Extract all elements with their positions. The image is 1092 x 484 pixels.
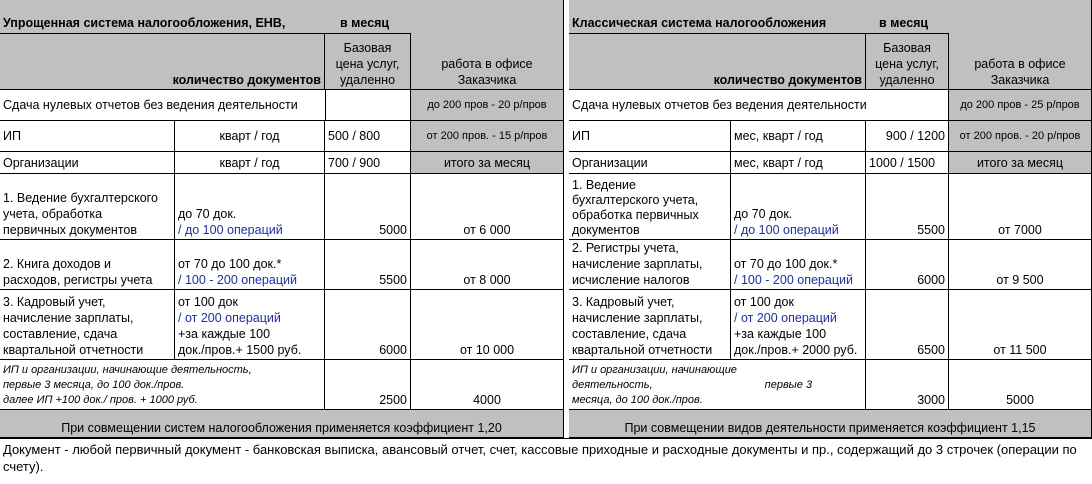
left-startup-office: 4000 xyxy=(411,360,564,410)
left-title: Упрощенная система налогообложения, ЕНВ, xyxy=(3,16,286,30)
right-startup-desc: ИП и организации, начинающие деятельность, первые 3 месяца, до 100 док./пров. xyxy=(569,360,866,410)
left-docs-count: количество документов xyxy=(0,34,325,90)
left-org-period: кварт / год xyxy=(175,152,325,174)
right-row3-desc: 3. Кадровый учет, начисление зарплаты, составление, сдача квартальной отчетности xyxy=(569,290,731,360)
left-zero-blank xyxy=(325,90,411,121)
right-base-price-header: Базовая цена услуг, удаленно xyxy=(866,34,949,90)
left-header xyxy=(0,0,411,34)
right-row1-price: 5500 xyxy=(866,174,949,240)
right-office-header: работа в офисе Заказчика xyxy=(949,34,1092,90)
right-total-label: итого за месяц xyxy=(949,152,1092,174)
right-ip-period: мес, кварт / год xyxy=(731,121,866,152)
left-row3-docs: от 100 док / от 200 операций +за каждые 100 док./пров.+ 1500 руб. xyxy=(175,290,325,360)
right-org-price: 1000 / 1500 xyxy=(866,152,949,174)
right-ip-office: от 200 пров. - 20 р/пров xyxy=(949,121,1092,152)
right-startup-price: 3000 xyxy=(866,360,949,410)
right-startup-office: 5000 xyxy=(949,360,1092,410)
left-row2-docs: от 70 до 100 док.* / 100 - 200 операций xyxy=(175,240,325,290)
right-row2-office: от 9 500 xyxy=(949,240,1092,290)
right-ip-label: ИП xyxy=(569,121,731,152)
left-org-label: Организации xyxy=(0,152,175,174)
right-row1-docs: до 70 док. / до 100 операций xyxy=(731,174,866,240)
left-row3-desc: 3. Кадровый учет, начисление зарплаты, составление, сдача квартальной отчетности xyxy=(0,290,175,360)
right-zero-reports: Сдача нулевых отчетов без ведения деятельности xyxy=(569,90,949,121)
right-startup-extra: первые 3 xyxy=(764,379,813,391)
left-row1-desc: 1. Ведение бухгалтерского учета, обработка первичных документов xyxy=(0,174,175,240)
left-header-end xyxy=(411,0,564,34)
left-row1-office: от 6 000 xyxy=(411,174,564,240)
right-org-label: Организации xyxy=(569,152,731,174)
left-ip-price: 500 / 800 xyxy=(325,121,411,152)
right-zero-price: до 200 пров - 25 р/пров xyxy=(949,90,1092,121)
left-org-price: 700 / 900 xyxy=(325,152,411,174)
left-footer: При совмещении систем налогообложения применяется коэффициент 1,20 xyxy=(0,410,564,438)
left-zero-reports: Сдача нулевых отчетов без ведения деятельности xyxy=(0,90,325,121)
left-row2-office: от 8 000 xyxy=(411,240,564,290)
right-row2-desc: 2. Регистры учета, начисление зарплаты, исчисление налогов xyxy=(569,240,731,290)
right-header xyxy=(569,0,949,34)
left-total-label: итого за месяц xyxy=(411,152,564,174)
right-row3-office: от 11 500 xyxy=(949,290,1092,360)
left-ip-office: от 200 пров. - 15 р/пров xyxy=(411,121,564,152)
right-title: Классическая система налогообложения xyxy=(572,16,827,30)
right-row1-desc: 1. Ведение бухгалтерского учета, обработка первичных документов xyxy=(569,174,731,240)
left-per-month: в месяц xyxy=(340,16,390,30)
right-panel xyxy=(569,0,1092,438)
left-panel xyxy=(0,0,564,438)
right-header-end xyxy=(949,0,1092,34)
right-per-month: в месяц xyxy=(879,16,929,30)
left-row1-price: 5000 xyxy=(325,174,411,240)
left-ip-label: ИП xyxy=(0,121,175,152)
right-row2-docs: от 70 до 100 док.* / 100 - 200 операций xyxy=(731,240,866,290)
right-docs-count: количество документов xyxy=(569,34,866,90)
right-footer: При совмещении видов деятельности применяется коэффициент 1,15 xyxy=(569,410,1092,438)
left-row3-price: 6000 xyxy=(325,290,411,360)
right-row1-office: от 7000 xyxy=(949,174,1092,240)
document-definition-note: Документ - любой первичный документ - банковская выписка, авансовый отчет, счет, кассовые приходные и расходные документы и пр., содержащий до 3 строчек (операции по счету). xyxy=(0,438,1092,484)
right-row2-price: 6000 xyxy=(866,240,949,290)
left-startup-desc: ИП и организации, начинающие деятельность, первые 3 месяца, до 100 док./пров. далее ИП +100 док./ пров. + 1000 руб. xyxy=(0,360,325,410)
left-base-price-header: Базовая цена услуг, удаленно xyxy=(325,34,411,90)
left-startup-price: 2500 xyxy=(325,360,411,410)
left-zero-price: до 200 пров - 20 р/пров xyxy=(411,90,564,121)
left-row3-office: от 10 000 xyxy=(411,290,564,360)
left-office-header: работа в офисе Заказчика xyxy=(411,34,564,90)
left-row2-desc: 2. Книга доходов и расходов, регистры учета xyxy=(0,240,175,290)
right-row3-docs: от 100 док / от 200 операций +за каждые 100 док./пров.+ 2000 руб. xyxy=(731,290,866,360)
right-org-period: мес, кварт / год xyxy=(731,152,866,174)
left-ip-period: кварт / год xyxy=(175,121,325,152)
left-row1-docs: до 70 док. / до 100 операций xyxy=(175,174,325,240)
right-row3-price: 6500 xyxy=(866,290,949,360)
left-row2-price: 5500 xyxy=(325,240,411,290)
right-ip-price: 900 / 1200 xyxy=(866,121,949,152)
